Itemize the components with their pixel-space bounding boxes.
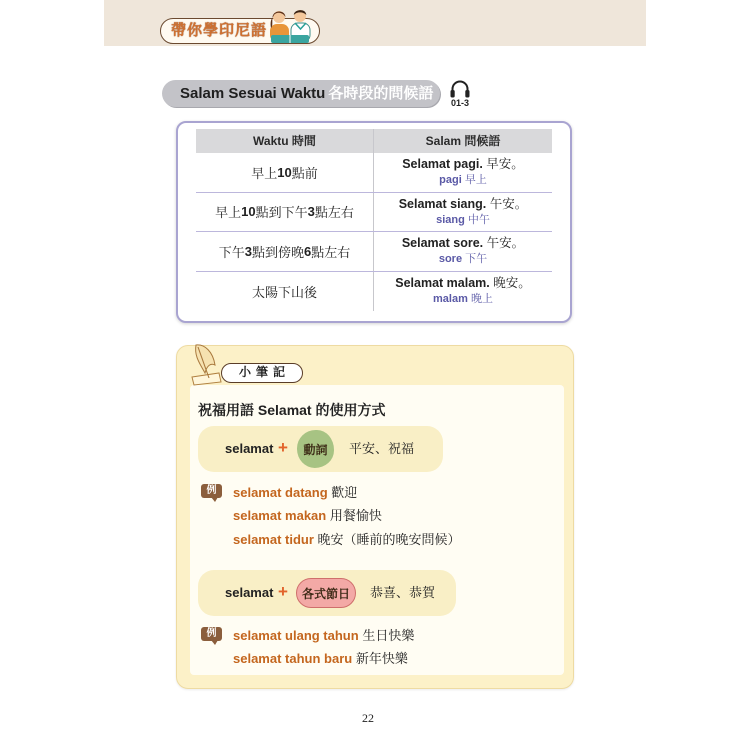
example-badge-icon: 例	[201, 484, 222, 498]
example-line	[233, 650, 408, 668]
greeting-line	[374, 156, 552, 173]
greeting-cell	[374, 232, 552, 271]
greeting-phrase: Selamat siang.	[398, 196, 487, 211]
greeting-translation: 午安。	[486, 236, 525, 251]
time-number: 10	[241, 204, 256, 220]
example-line	[233, 507, 382, 525]
time-text: 點左右	[314, 205, 354, 221]
time-cell	[196, 232, 374, 271]
example-indonesian: selamat tidur	[233, 532, 314, 547]
table-row	[196, 272, 552, 312]
greeting-translation: 午安。	[489, 196, 528, 211]
vocab-translation: 晚上	[470, 293, 493, 306]
plus-icon: +	[278, 438, 288, 457]
pattern-base-word: selamat	[225, 585, 274, 600]
example-translation: 歡迎	[331, 485, 358, 500]
vocab-translation: 中午	[467, 213, 490, 226]
vocab-word: malam	[433, 293, 468, 306]
holiday-slot-bubble: 各式節日	[296, 578, 356, 608]
example-indonesian: selamat tahun baru	[233, 651, 353, 666]
time-text: 點到傍晚	[251, 244, 304, 260]
time-text: 點到下午	[255, 205, 308, 221]
section-title-indonesian: Salam Sesuai Waktu	[180, 85, 326, 102]
time-text: 點前	[291, 165, 318, 181]
example-translation: 新年快樂	[355, 651, 408, 666]
vocab-word: pagi	[439, 174, 462, 187]
example-indonesian: selamat makan	[233, 508, 327, 523]
time-text: 早上	[251, 165, 278, 181]
time-text: 太陽下山後	[251, 284, 317, 300]
example-line	[233, 484, 357, 502]
vocab-line	[374, 213, 552, 228]
pattern-meaning: 恭喜、恭賀	[370, 585, 436, 600]
section-title-chinese: 各時段的問候語	[328, 85, 434, 102]
greetings-table	[196, 129, 552, 311]
time-text: 下午	[218, 244, 245, 260]
notes-heading: 祝福用語 Selamat 的使用方式	[198, 402, 386, 418]
time-cell	[196, 272, 374, 312]
time-text: 點左右	[311, 244, 351, 260]
couple-illustration	[262, 5, 318, 45]
example-translation: 用餐愉快	[329, 508, 382, 523]
example-indonesian: selamat ulang tahun	[233, 628, 359, 643]
greeting-phrase: Selamat malam.	[395, 276, 490, 291]
vocab-word: siang	[436, 213, 465, 226]
greeting-translation: 晚安。	[493, 276, 531, 291]
example-indonesian: selamat datang	[233, 485, 328, 500]
time-cell	[196, 193, 374, 232]
headphones-icon	[449, 79, 471, 99]
example-line	[233, 531, 461, 549]
greeting-phrase: Selamat pagi.	[402, 157, 483, 172]
vocab-translation: 下午	[465, 253, 488, 266]
header-greeting: Salam 問候語	[425, 134, 501, 148]
example-badge-icon: 例	[201, 627, 222, 641]
greeting-cell	[374, 272, 552, 312]
example-line	[233, 627, 414, 645]
time-number: 3	[244, 243, 252, 259]
time-text: 早上	[215, 205, 242, 221]
greeting-line	[374, 275, 552, 292]
vocab-line	[374, 252, 552, 267]
audio-track-number: 01-3	[450, 98, 469, 108]
table-header-row	[196, 129, 552, 153]
notes-label: 小筆記	[221, 363, 303, 383]
example-translation: 生日快樂	[362, 628, 415, 643]
pattern-box-holiday	[198, 570, 456, 616]
time-number: 6	[304, 243, 312, 259]
greeting-line	[374, 196, 552, 213]
header-time: Waktu 時間	[196, 129, 374, 153]
vocab-word: sore	[438, 253, 463, 266]
page-number: 22	[362, 711, 374, 725]
table-row	[196, 193, 552, 233]
table-row	[196, 232, 552, 272]
greeting-cell	[374, 153, 552, 192]
quill-icon	[190, 342, 224, 386]
vocab-line	[374, 173, 552, 188]
series-title: 帶你學印尼語	[171, 22, 268, 39]
time-cell	[196, 153, 374, 192]
section-title-pill	[162, 80, 440, 107]
pattern-box-verb	[198, 426, 443, 472]
vocab-line	[374, 292, 552, 307]
time-number: 10	[277, 164, 292, 180]
greeting-translation: 早安。	[486, 157, 524, 172]
table-row	[196, 153, 552, 193]
example-translation: 晚安（睡前的晚安問候）	[317, 532, 461, 547]
greeting-line	[374, 235, 552, 252]
time-number: 3	[307, 204, 315, 220]
greeting-phrase: Selamat sore.	[401, 236, 484, 251]
plus-icon: +	[278, 582, 288, 601]
vocab-translation: 早上	[464, 174, 487, 187]
verb-slot-bubble: 動詞	[297, 430, 334, 468]
pattern-meaning: 平安、祝福	[349, 441, 415, 456]
greeting-cell	[374, 193, 552, 232]
pattern-base-word: selamat	[225, 441, 274, 456]
